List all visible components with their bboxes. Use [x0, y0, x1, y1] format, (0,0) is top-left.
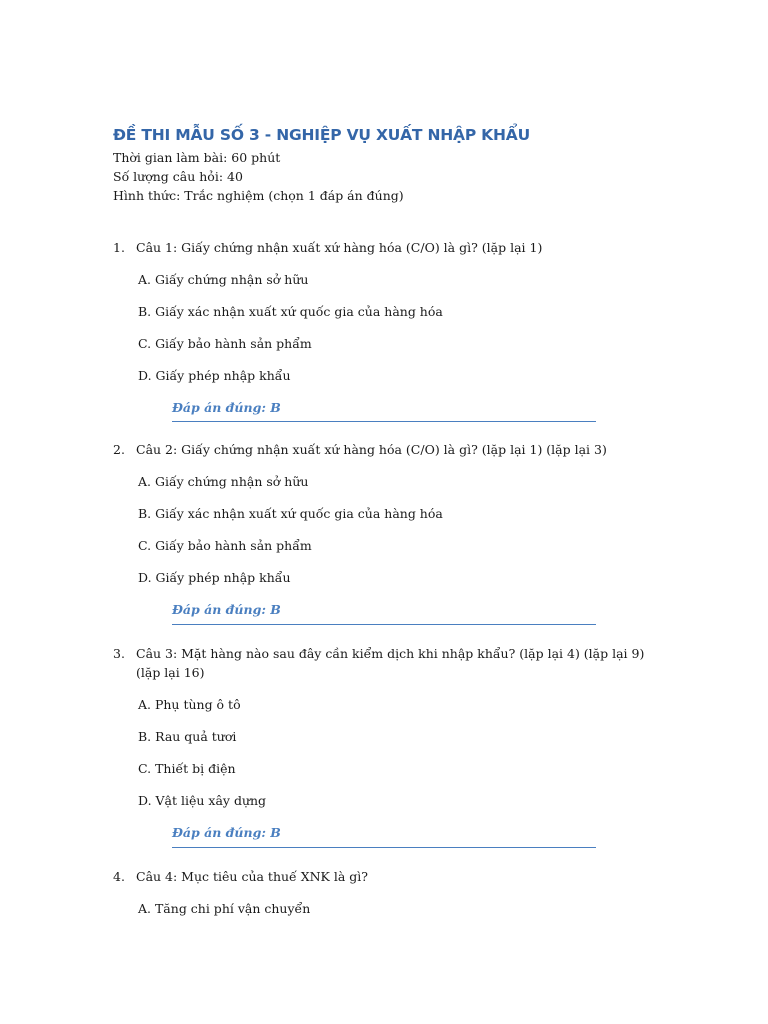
correct-answer: Đáp án đúng: B — [172, 825, 281, 840]
option-c: C. Giấy bảo hành sản phẩm — [138, 538, 312, 553]
question-text: Câu 4: Mục tiêu của thuế XNK là gì? — [136, 869, 368, 884]
option-a: A. Giấy chứng nhận sở hữu — [138, 474, 309, 489]
meta-duration: Thời gian làm bài: 60 phút — [113, 150, 281, 165]
question-3 — [113, 644, 653, 682]
option-a: A. Giấy chứng nhận sở hữu — [138, 272, 309, 287]
meta-question-count: Số lượng câu hỏi: 40 — [113, 169, 243, 184]
question-number: 1. — [113, 240, 125, 255]
option-b: B. Giấy xác nhận xuất xứ quốc gia của hàng hóa — [138, 506, 443, 521]
question-text: Câu 3: Mặt hàng nào sau đây cần kiểm dịch khi nhập khẩu? (lặp lại 4) (lặp lại 9) (lặp lại 16) — [136, 646, 645, 680]
answer-divider — [172, 421, 596, 422]
meta-format: Hình thức: Trắc nghiệm (chọn 1 đáp án đúng) — [113, 188, 404, 203]
correct-answer: Đáp án đúng: B — [172, 602, 281, 617]
question-4 — [113, 867, 653, 886]
option-a: A. Phụ tùng ô tô — [138, 697, 241, 712]
question-number: 2. — [113, 442, 125, 457]
question-text: Câu 2: Giấy chứng nhận xuất xứ hàng hóa (C/O) là gì? (lặp lại 1) (lặp lại 3) — [136, 442, 607, 457]
question-text: Câu 1: Giấy chứng nhận xuất xứ hàng hóa (C/O) là gì? (lặp lại 1) — [136, 240, 543, 255]
correct-answer: Đáp án đúng: B — [172, 400, 281, 415]
exam-title: ĐỀ THI MẪU SỐ 3 - NGHIỆP VỤ XUẤT NHẬP KHẨU — [113, 126, 530, 144]
option-d: D. Giấy phép nhập khẩu — [138, 368, 291, 383]
option-c: C. Giấy bảo hành sản phẩm — [138, 336, 312, 351]
question-1 — [113, 238, 653, 257]
question-2 — [113, 440, 653, 459]
option-a: A. Tăng chi phí vận chuyển — [138, 901, 311, 916]
option-d: D. Giấy phép nhập khẩu — [138, 570, 291, 585]
answer-divider — [172, 847, 596, 848]
option-b: B. Rau quả tươi — [138, 729, 237, 744]
option-c: C. Thiết bị điện — [138, 761, 236, 776]
question-number: 3. — [113, 646, 125, 661]
question-number: 4. — [113, 869, 125, 884]
option-d: D. Vật liệu xây dựng — [138, 793, 267, 808]
option-b: B. Giấy xác nhận xuất xứ quốc gia của hàng hóa — [138, 304, 443, 319]
answer-divider — [172, 624, 596, 625]
